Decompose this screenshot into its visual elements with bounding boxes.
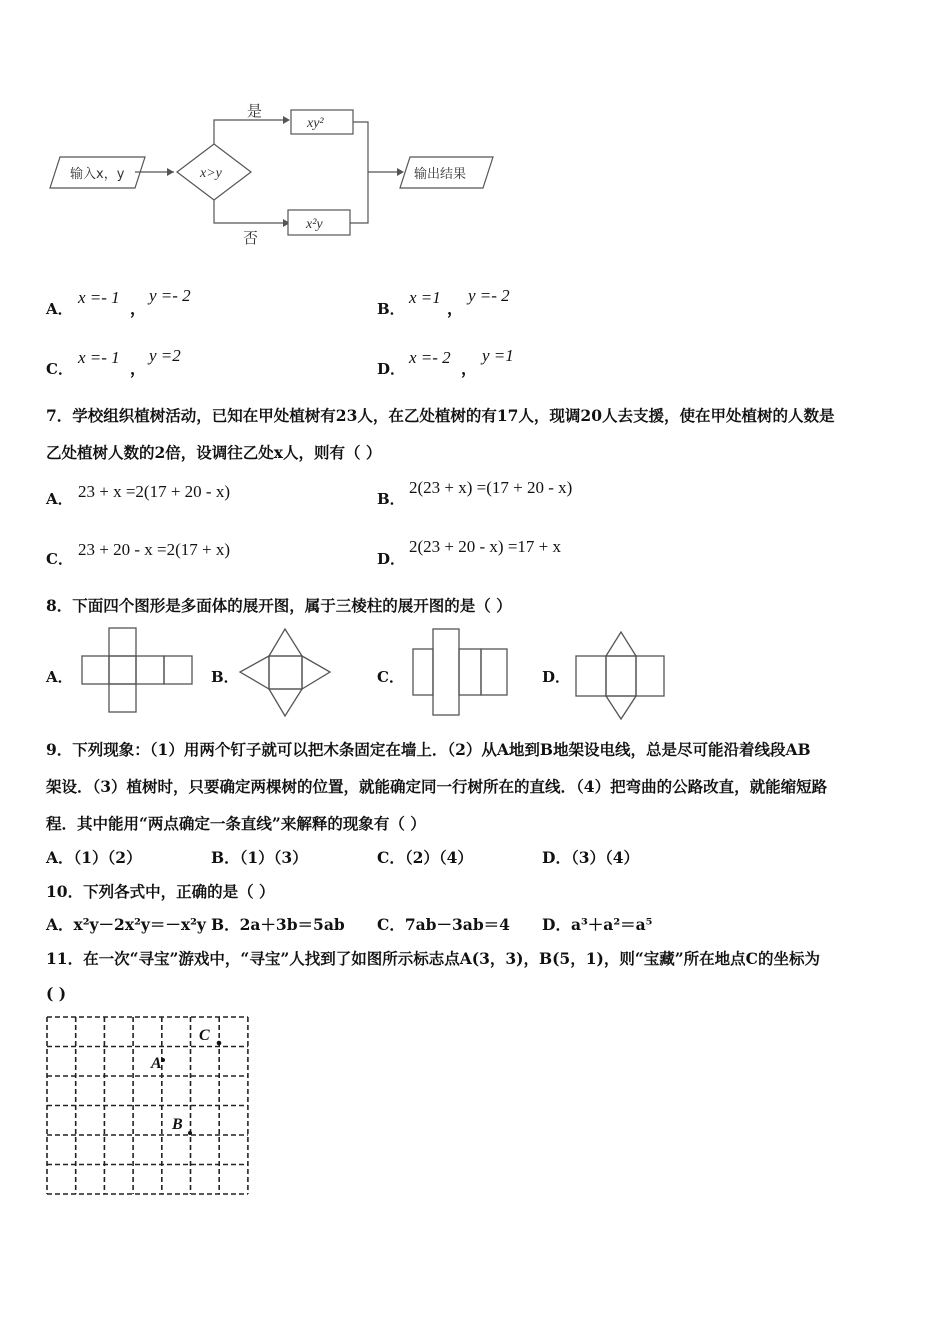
q8-option-b-label[interactable]: B． [211, 668, 239, 686]
q11-stem-line2: ( ) [46, 984, 67, 1003]
q6-option-a-y: y =- 2 [149, 286, 191, 305]
q7-option-d-label: D． [377, 550, 406, 568]
q10-option-a[interactable]: A．x²y－2x²y＝－x²y [46, 915, 206, 934]
flowchart-yes-text: xy² [307, 116, 324, 131]
q8-option-c-label[interactable]: C． [377, 668, 404, 686]
grid-point-a-label: A [151, 1055, 162, 1072]
q8-net-a[interactable] [80, 626, 200, 716]
q8-stem: 8．下面四个图形是多面体的展开图，属于三棱柱的展开图的是（ ） [46, 596, 512, 615]
q11-stem-line1: 11．在一次“寻宝”游戏中，“寻宝”人找到了如图所示标志点A(3，3)，B(5，1)，则“宝藏”所在地点C的坐标为 [46, 949, 821, 968]
q7-stem-line1: 7．学校组织植树活动，已知在甲处植树有23人，在乙处植树的有17人，现调20人去支援，使在甲处植树的人数是 [46, 406, 835, 425]
q6-option-b-x: x =1 [409, 288, 441, 307]
q6-option-c-x: x =- 1 [78, 348, 120, 367]
flowchart-output-text: 输出结果 [414, 167, 467, 182]
q6-option-d-comma: ， [461, 359, 478, 378]
q6-option-d-y: y =1 [482, 346, 514, 365]
q6-option-c-label: C． [46, 360, 73, 378]
q7-option-d-expr: 2(23 + 20 - x) =17 + x [409, 537, 561, 556]
flowchart-no-text: x²y [306, 217, 323, 232]
q7-option-c-label: C． [46, 550, 73, 568]
q6-option-b-label: B． [377, 300, 405, 318]
q9-stem-line2: 架设．（3）植树时，只要确定两棵树的位置，就能确定同一行树所在的直线．（4）把弯曲的公路改直，就能缩短路 [46, 777, 828, 796]
q10-option-c[interactable]: C．7ab－3ab＝4 [377, 915, 510, 934]
grid-point-c-label: C [199, 1027, 210, 1044]
q7-option-a-label: A． [46, 490, 73, 508]
q6-option-b-comma: ， [447, 299, 464, 318]
q10-option-d[interactable]: D．a³＋a²＝a⁵ [542, 915, 653, 934]
q9-option-d[interactable]: D．（3）（4） [542, 848, 640, 867]
q8-option-a-label[interactable]: A． [46, 668, 73, 686]
q7-option-b-label: B． [377, 490, 405, 508]
grid-point-c [199, 1027, 221, 1045]
q11-grid-figure [45, 1015, 255, 1200]
grid-point-a [150, 1055, 165, 1072]
flowchart-condition-text: x>y [200, 166, 222, 181]
q6-option-a-label: A． [46, 300, 73, 318]
flowchart [0, 0, 950, 260]
flowchart-yes-label: 是 [247, 102, 263, 120]
q6-option-d-x: x =- 2 [409, 348, 451, 367]
q7-option-a-expr: 23 + x =2(17 + 20 - x) [78, 482, 230, 501]
q8-net-b[interactable] [237, 627, 337, 722]
q9-option-c[interactable]: C．（2）（4） [377, 848, 473, 867]
grid-point-b-label: B [172, 1116, 183, 1133]
q10-stem: 10．下列各式中，正确的是（ ） [46, 882, 275, 901]
flowchart-no-label: 否 [243, 229, 259, 247]
q6-option-c-y: y =2 [149, 346, 181, 365]
q10-option-b[interactable]: B．2a＋3b＝5ab [211, 915, 345, 934]
q6-option-a-comma: ， [130, 299, 147, 318]
q9-stem-line1: 9．下列现象：（1）用两个钉子就可以把木条固定在墙上．（2）从A地到B地架设电线，总是尽可能沿着线段AB [46, 740, 811, 759]
q6-option-b-y: y =- 2 [468, 286, 510, 305]
q9-option-a[interactable]: A．（1）（2） [46, 848, 142, 867]
q7-option-c-expr: 23 + 20 - x =2(17 + x) [78, 540, 230, 559]
flowchart-input-text: 输入x，y [70, 167, 125, 182]
q6-option-c-comma: ， [130, 359, 147, 378]
q6-option-d-label: D． [377, 360, 406, 378]
q6-option-a-x: x =- 1 [78, 288, 120, 307]
grid-point-b [171, 1116, 192, 1135]
q7-option-b-expr: 2(23 + x) =(17 + 20 - x) [409, 478, 573, 497]
q9-option-b[interactable]: B．（1）（3） [211, 848, 308, 867]
q9-stem-line3: 程．其中能用“两点确定一条直线”来解释的现象有（ ） [46, 814, 426, 833]
q8-option-d-label[interactable]: D． [542, 668, 571, 686]
q8-net-c[interactable] [411, 627, 511, 719]
q8-net-d[interactable] [572, 629, 672, 724]
q7-stem-line2: 乙处植树人数的2倍，设调往乙处x人，则有（ ） [46, 443, 382, 462]
